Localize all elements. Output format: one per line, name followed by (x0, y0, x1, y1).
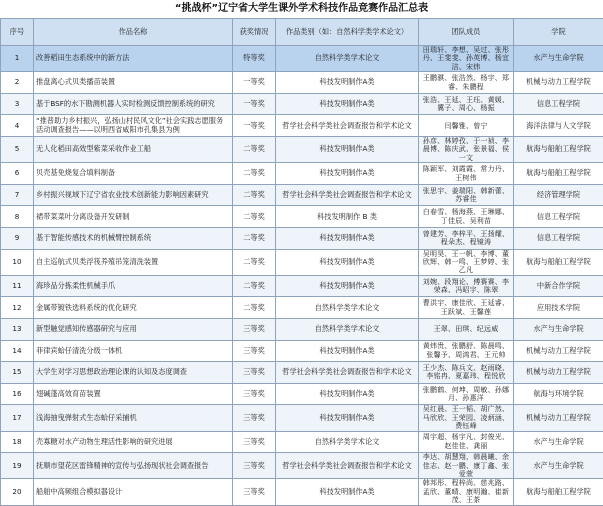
cell-seq: 8 (1, 206, 34, 228)
cell-members: 白春雪、杨海燕、王琳娜、丁佳辰、吴利苗 (419, 206, 514, 228)
cell-name: 基于BSF的水下勘测机器人实时检测反馈控制系统的研究 (34, 93, 233, 115)
cell-name: “推普助力乡村振兴，弘扬山村民风文化”社会实践志愿服务活动调查报告——以明西省咸阳市孔集县为例 (34, 115, 233, 137)
cell-college: 水产与生命学院 (514, 453, 603, 479)
cell-members: 田瑞轩、李想、吴过、张彤丹、王斐斐、孙英博、杨宜洁、宋炜 (419, 46, 514, 72)
cell-members: 王翠、田琪、纪远威 (419, 319, 514, 341)
cell-category: 科技发明制作A类 (276, 249, 419, 275)
cell-members: 李达、胡慧翔、韩晨曦、余佳志、赵一鹏、康丁鑫、张爱萱 (419, 453, 514, 479)
table-row (1, 453, 603, 479)
cell-members: 曾建芳、李梓平、王扬耀、程朵杰、程镜涛 (419, 228, 514, 250)
cell-college: 机械与动力工程学院 (514, 405, 603, 431)
cell-category: 哲学社会科学类社会调查报告和学术论文 (276, 362, 419, 384)
cell-name: 海珍品分拣柔性机械手爪 (34, 275, 233, 297)
cell-members: 王少杰、陈兵文、赵雨晓、李铭冉、夏嘉玮、程悦欣 (419, 362, 514, 384)
cell-seq: 2 (1, 72, 34, 94)
cell-award: 二等奖 (233, 297, 276, 319)
table-row (1, 163, 603, 185)
cell-college: 水产与生命学院 (514, 46, 603, 72)
cell-members: 闫馨雅、曾宁 (419, 115, 514, 137)
cell-category: 科技发明制作A类 (276, 163, 419, 185)
table-row (1, 249, 603, 275)
cell-award: 三等奖 (233, 362, 276, 384)
cell-award: 三等奖 (233, 479, 276, 505)
table-body (1, 46, 603, 506)
cell-seq: 7 (1, 184, 34, 206)
table-row (1, 206, 603, 228)
cell-members: 张鹏鹤、何坤、周敏、孙娜月、孙惠洋 (419, 383, 514, 405)
cell-seq: 14 (1, 340, 34, 362)
cell-category: 科技发明制作A类 (276, 137, 419, 163)
table-row (1, 319, 603, 341)
cell-name: 裙带菜菜叶分离设备开发研制 (34, 206, 233, 228)
header-name: 作品名称 (34, 19, 233, 46)
cell-seq: 6 (1, 163, 34, 185)
cell-name: 浅海抽曳弹射式生态蛤仔采捕机 (34, 405, 233, 431)
cell-name: 无人化稻田高效型紫菜采收作业工船 (34, 137, 233, 163)
cell-category: 科技发明制作A类 (276, 72, 419, 94)
cell-category: 哲学社会科学类社会调查报告和学术论文 (276, 453, 419, 479)
cell-seq: 19 (1, 453, 34, 479)
cell-seq: 4 (1, 115, 34, 137)
cell-seq: 16 (1, 383, 34, 405)
cell-name: 新型触觉感知传感器研究与应用 (34, 319, 233, 341)
cell-category: 科技发明制作A类 (276, 479, 419, 505)
cell-college: 水产与生命学院 (514, 431, 603, 453)
cell-award: 一等奖 (233, 115, 276, 137)
cell-name: 乡村振兴视域下辽宁省农业技术创新能力影响因素研究 (34, 184, 233, 206)
cell-award: 三等奖 (233, 319, 276, 341)
cell-name: 抚顺市望花区雷锋精神的宣传与弘扬现状社会调查报告 (34, 453, 233, 479)
cell-college: 水产与生命学院 (514, 319, 603, 341)
table-row (1, 115, 603, 137)
header-award: 获奖情况 (233, 19, 276, 46)
cell-category: 哲学社会科学类社会调查报告和学术论文 (276, 115, 419, 137)
cell-award: 特等奖 (233, 46, 276, 72)
cell-seq: 12 (1, 297, 34, 319)
table-row (1, 275, 603, 297)
header-row (1, 19, 603, 46)
table-row (1, 72, 603, 94)
cell-members: 吴红晨、王一韬、胡广然、马欣欣、王荣园、凌炳涵、费钰峰 (419, 405, 514, 431)
cell-name: 大学生对学习思想政治理论课的认知及态度调查 (34, 362, 233, 384)
cell-college: 信息工程学院 (514, 228, 603, 250)
table-row (1, 184, 603, 206)
cell-award: 二等奖 (233, 206, 276, 228)
cell-members: 张浩、王延、王珏、黄媛、冀子、周心、杨振 (419, 93, 514, 115)
cell-name: 自主巡航式贝类浮筏养殖吊笼清洗装置 (34, 249, 233, 275)
cell-college: 航海与船舶工程学院 (514, 249, 603, 275)
header-seq: 序号 (1, 19, 34, 46)
cell-college: 机械与动力工程学院 (514, 340, 603, 362)
table-row (1, 405, 603, 431)
cell-category: 自然科学类学术论文 (276, 46, 419, 72)
table-row (1, 228, 603, 250)
cell-name: 推盘离心式贝类播苗装置 (34, 72, 233, 94)
table-row (1, 362, 603, 384)
cell-seq: 15 (1, 362, 34, 384)
cell-seq: 13 (1, 319, 34, 341)
cell-award: 二等奖 (233, 163, 276, 185)
cell-college: 海洋法律与人文学院 (514, 115, 603, 137)
cell-category: 科技发明制作A类 (276, 405, 419, 431)
cell-award: 一等奖 (233, 72, 276, 94)
cell-award: 三等奖 (233, 405, 276, 431)
table-row (1, 479, 603, 505)
cell-college: 航海与船舶工程学院 (514, 163, 603, 185)
table-row (1, 340, 603, 362)
cell-members: 刘婉、段翔论、傅赛赛、李荣森、冯昭宇、陈翠 (419, 275, 514, 297)
cell-members: 韩邦彤、程梓尚、慈兆路、孟欣、董晴、康明瀚、崔新茂、王茶 (419, 479, 514, 505)
cell-college: 信息工程学院 (514, 93, 603, 115)
cell-award: 二等奖 (233, 249, 276, 275)
cell-college: 机械与动力工程学院 (514, 72, 603, 94)
table-row (1, 297, 603, 319)
cell-award: 一等奖 (233, 93, 276, 115)
cell-college: 信息工程学院 (514, 206, 603, 228)
cell-members: 黄炜贵、张鹏舒、陈晨鸣、张馨予、周鸿君、王元帅 (419, 340, 514, 362)
cell-members: 张思宇、姜瑞阳、韩新蕾、苏睿佳 (419, 184, 514, 206)
cell-seq: 1 (1, 46, 34, 72)
cell-members: 陈颖军、刘霞霞、常力丹、王树伟 (419, 163, 514, 185)
cell-category: 科技发明制作A类 (276, 275, 419, 297)
cell-seq: 5 (1, 137, 34, 163)
table-row (1, 93, 603, 115)
header-members: 团队成员 (419, 19, 514, 46)
cell-name: 壳寡糖对水产动物生理活性影响的研究进展 (34, 431, 233, 453)
cell-name: 金属带镀铁选料系统的优化研究 (34, 297, 233, 319)
cell-name: 船舶中高频组合模拟器设计 (34, 479, 233, 505)
table-row (1, 431, 603, 453)
table-row (1, 383, 603, 405)
header-category: 作品类别（如：自然科学类学术论文） (276, 19, 419, 46)
cell-members: 曹洪宇、康佳欣、王延睿、王跃斌、王馨莲 (419, 297, 514, 319)
cell-category: 哲学社会科学类社会调查报告和学术论文 (276, 184, 419, 206)
cell-seq: 11 (1, 275, 34, 297)
cell-category: 自然科学类学术论文 (276, 319, 419, 341)
table-row (1, 137, 603, 163)
cell-category: 科技发明制作A类 (276, 340, 419, 362)
cell-category: 科技发明制作A类 (276, 383, 419, 405)
cell-college: 经济管理学院 (514, 184, 603, 206)
cell-college: 中新合作学院 (514, 275, 603, 297)
cell-name: 贝壳基免烧复合填料制备 (34, 163, 233, 185)
cell-seq: 3 (1, 93, 34, 115)
cell-award: 三等奖 (233, 383, 276, 405)
cell-seq: 9 (1, 228, 34, 250)
cell-college: 应用技术学院 (514, 297, 603, 319)
header-college: 学院 (514, 19, 603, 46)
cell-college: 航海与环境学院 (514, 383, 603, 405)
cell-name: 菲律宾蛤仔清洗分级一体机 (34, 340, 233, 362)
cell-members: 周宇超、杨宇凡、封俊光、赵佳佳、龚丽 (419, 431, 514, 453)
cell-seq: 18 (1, 431, 34, 453)
cell-category: 自然科学类学术论文 (276, 431, 419, 453)
cell-award: 二等奖 (233, 184, 276, 206)
cell-members: 吴明昊、王一帆、李博、董欣辉、韩一鸣、王梦婷、张乙凡 (419, 249, 514, 275)
cell-category: 自然科学类学术论文 (276, 297, 419, 319)
cell-name: 改善稻田生态系统中的新方法 (34, 46, 233, 72)
cell-name: 基于智能传感技术的机械臂控制系统 (34, 228, 233, 250)
cell-college: 航海与船舶工程学院 (514, 479, 603, 505)
cell-category: 科技发明制作A类 (276, 93, 419, 115)
sheet-title: “挑战杯”辽宁省大学生课外学术科技作品竞赛作品汇总表 (0, 0, 603, 18)
cell-category: 科技发明制作A类 (276, 228, 419, 250)
cell-award: 三等奖 (233, 431, 276, 453)
cell-college: 机械与动力工程学院 (514, 362, 603, 384)
cell-award: 二等奖 (233, 137, 276, 163)
cell-name: 翅碱蓬高效育苗装置 (34, 383, 233, 405)
cell-award: 三等奖 (233, 340, 276, 362)
cell-seq: 10 (1, 249, 34, 275)
cell-award: 三等奖 (233, 453, 276, 479)
cell-seq: 17 (1, 405, 34, 431)
cell-category: 科技发明制作 B 类 (276, 206, 419, 228)
cell-members: 孙彦、林婷孜、于一祯、李晨博、陈庆武、张景福、侯一文 (419, 137, 514, 163)
cell-members: 王鹏骐、张浩然、杨宇、郑睿、朱鹏程 (419, 72, 514, 94)
cell-award: 二等奖 (233, 228, 276, 250)
awards-table (0, 18, 603, 506)
cell-award: 二等奖 (233, 275, 276, 297)
cell-college: 航海与船舶工程学院 (514, 137, 603, 163)
cell-seq: 20 (1, 479, 34, 505)
table-row (1, 46, 603, 72)
